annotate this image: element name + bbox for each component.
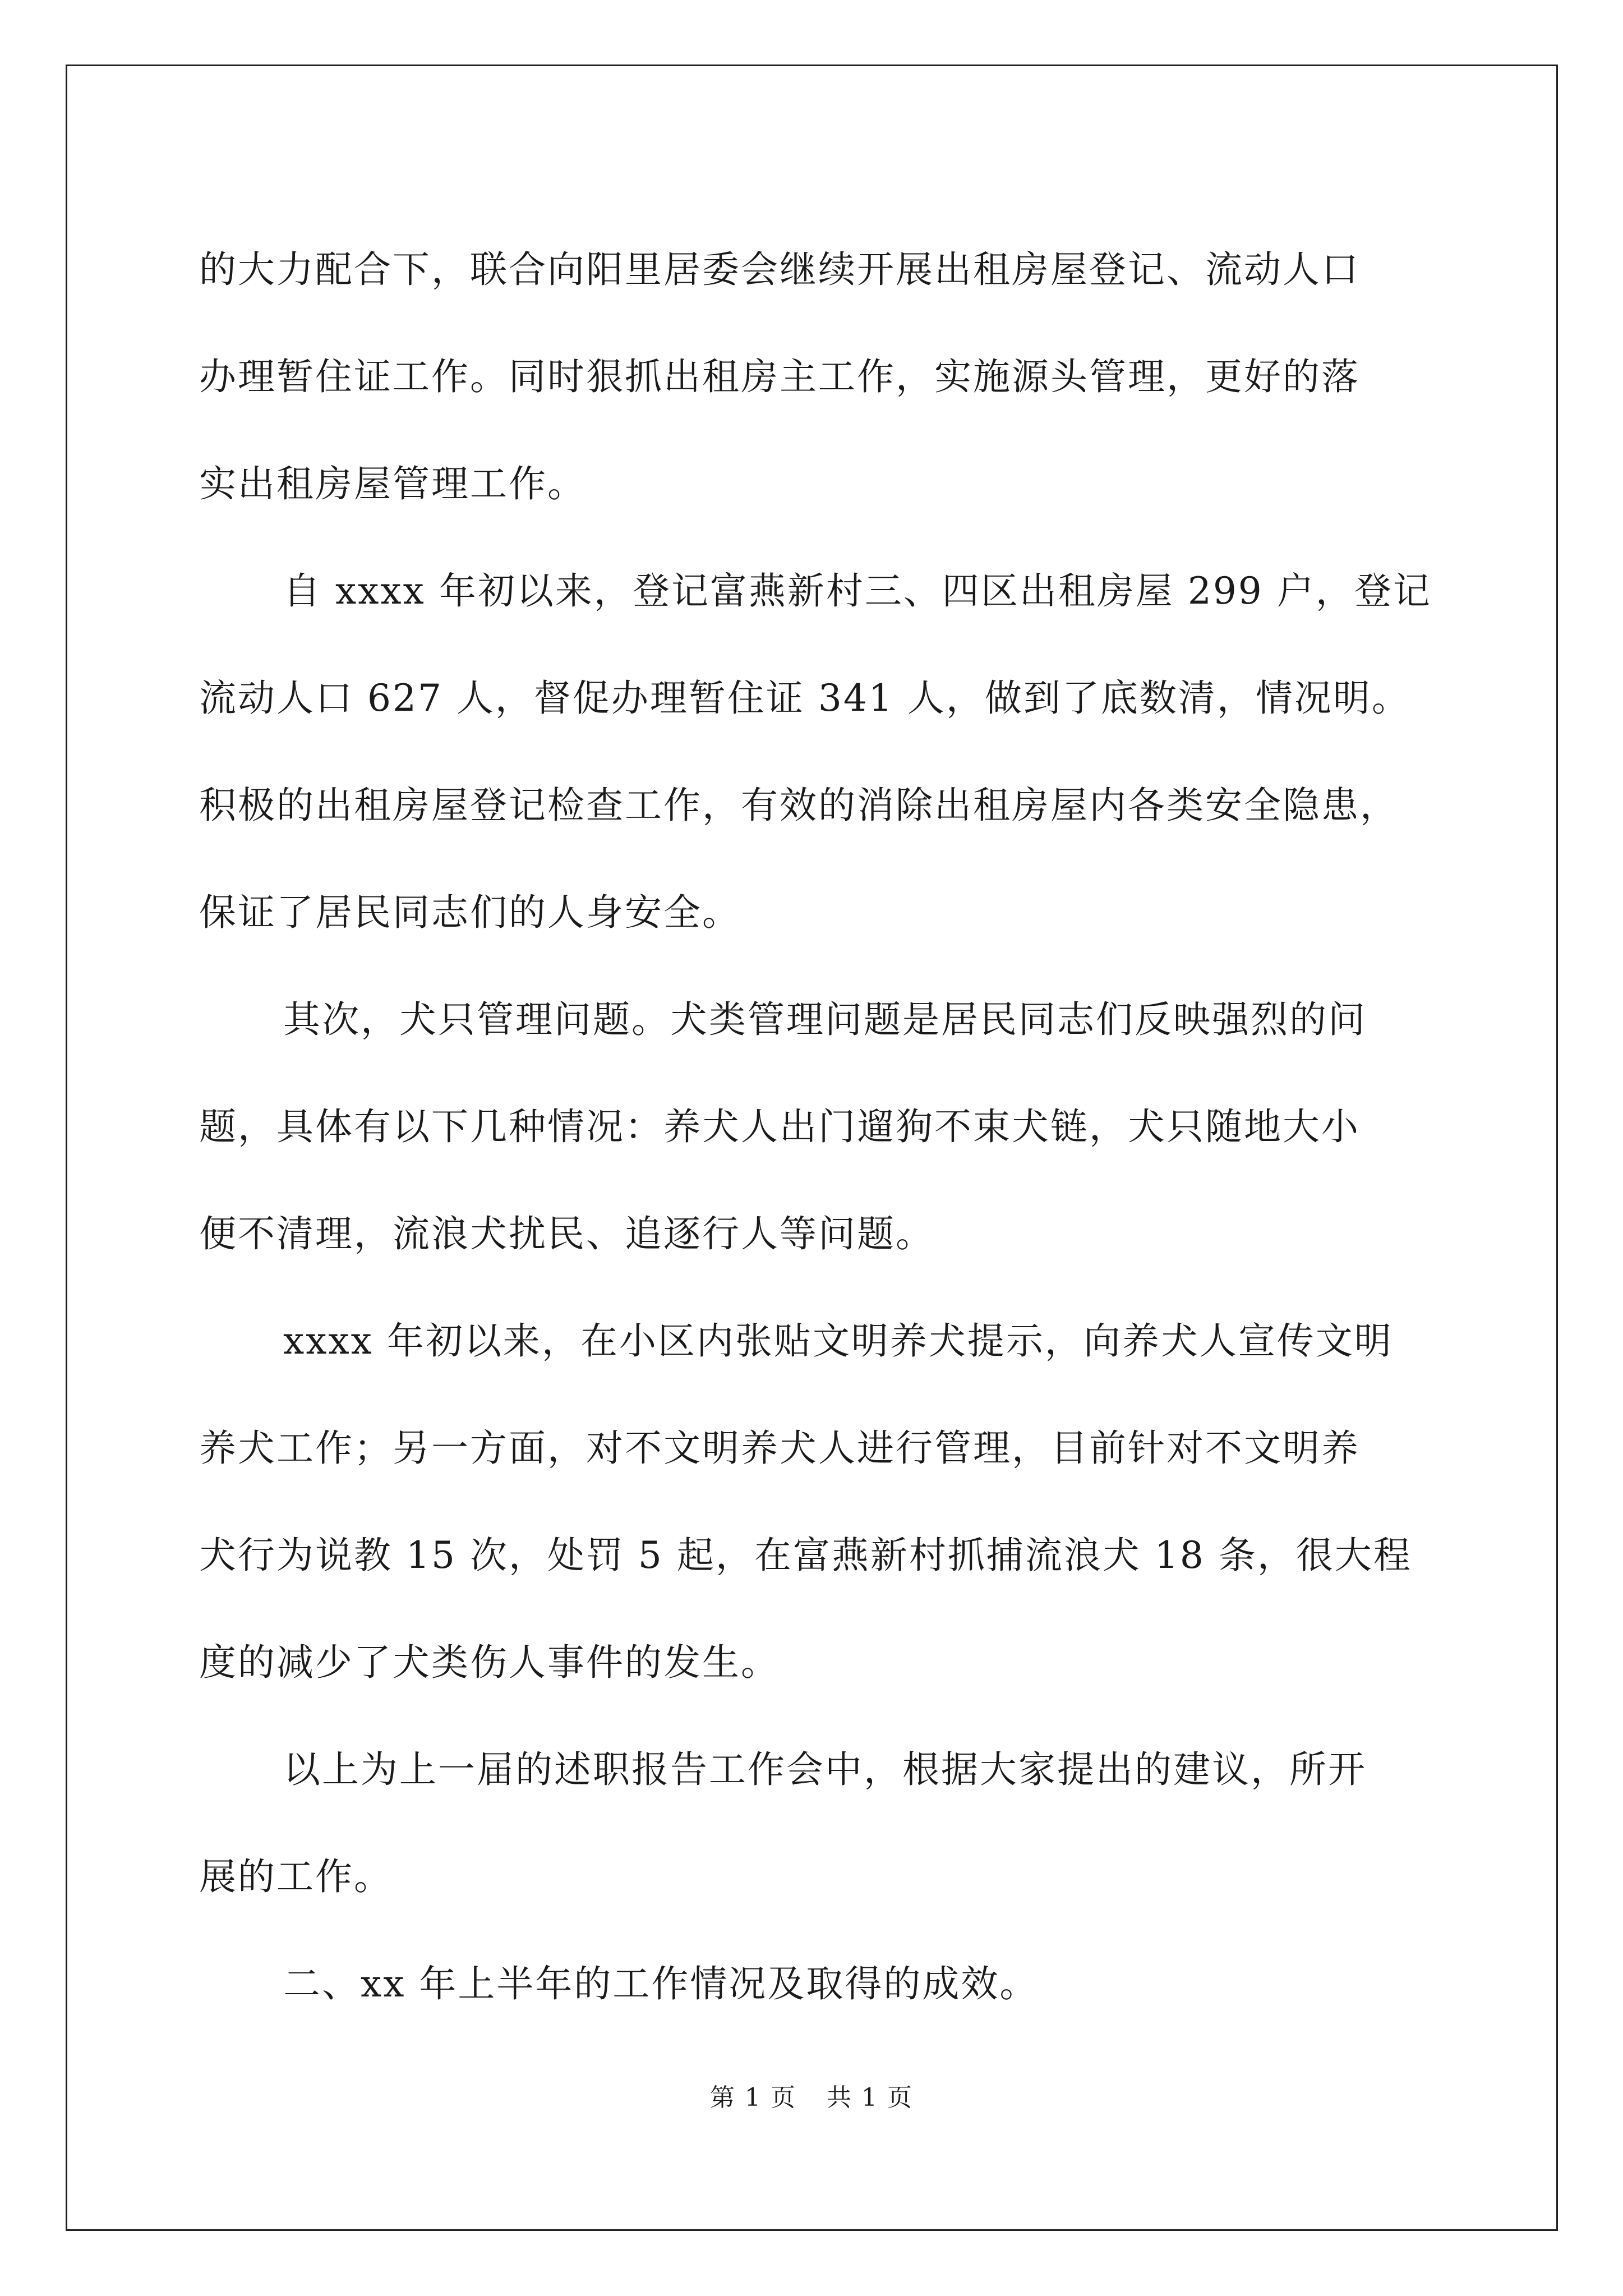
text-line: 的大力配合下，联合向阳里居委会继续开展出租房屋登记、流动人口 [199,248,1360,291]
text-line: 流动人口 627 人，督促办理暂住证 341 人，做到了底数清，情况明。 [199,677,1410,720]
text-line: 题，具体有以下几种情况：养犬人出门遛狗不束犬链，犬只随地大小 [199,1105,1360,1148]
paragraph-start-line: 以上为上一届的述职报告工作会中，根据大家提出的建议，所开 [283,1748,1367,1791]
text-line: 实出租房屋管理工作。 [199,462,586,505]
paragraph-start-line: 其次，犬只管理问题。犬类管理问题是居民同志们反映强烈的问 [283,998,1367,1041]
text-line: 办理暂住证工作。同时狠抓出租房主工作，实施源头管理，更好的落 [199,355,1360,398]
document-body [199,216,1461,2037]
text-line: 度的减少了犬类伤人事件的发生。 [199,1641,780,1684]
text-line: 积极的出租房屋登记检查工作，有效的消除出租房屋内各类安全隐患， [199,784,1399,827]
page-number: 第 1 页 [710,2083,796,2112]
text-line: 养犬工作；另一方面，对不文明养犬人进行管理，目前针对不文明养 [199,1427,1360,1470]
text-line: 便不清理，流浪犬扰民、追逐行人等问题。 [199,1212,934,1255]
page-total: 共 1 页 [827,2083,913,2112]
paragraph-start-line: xxxx 年初以来，在小区内张贴文明养犬提示，向养犬人宣传文明 [283,1319,1393,1363]
text-line: 保证了居民同志们的人身安全。 [199,891,741,934]
section-heading: 二、xx 年上半年的工作情况及取得的成效。 [283,1962,1039,2005]
paragraph-start-line: 自 xxxx 年初以来，登记富燕新村三、四区出租房屋 299 户，登记 [283,569,1432,613]
text-line: 展的工作。 [199,1855,393,1898]
text-line: 犬行为说教 15 次，处罚 5 起，在富燕新村抓捕流浪犬 18 条，很大程 [199,1534,1412,1577]
page-footer [0,2081,1623,2115]
